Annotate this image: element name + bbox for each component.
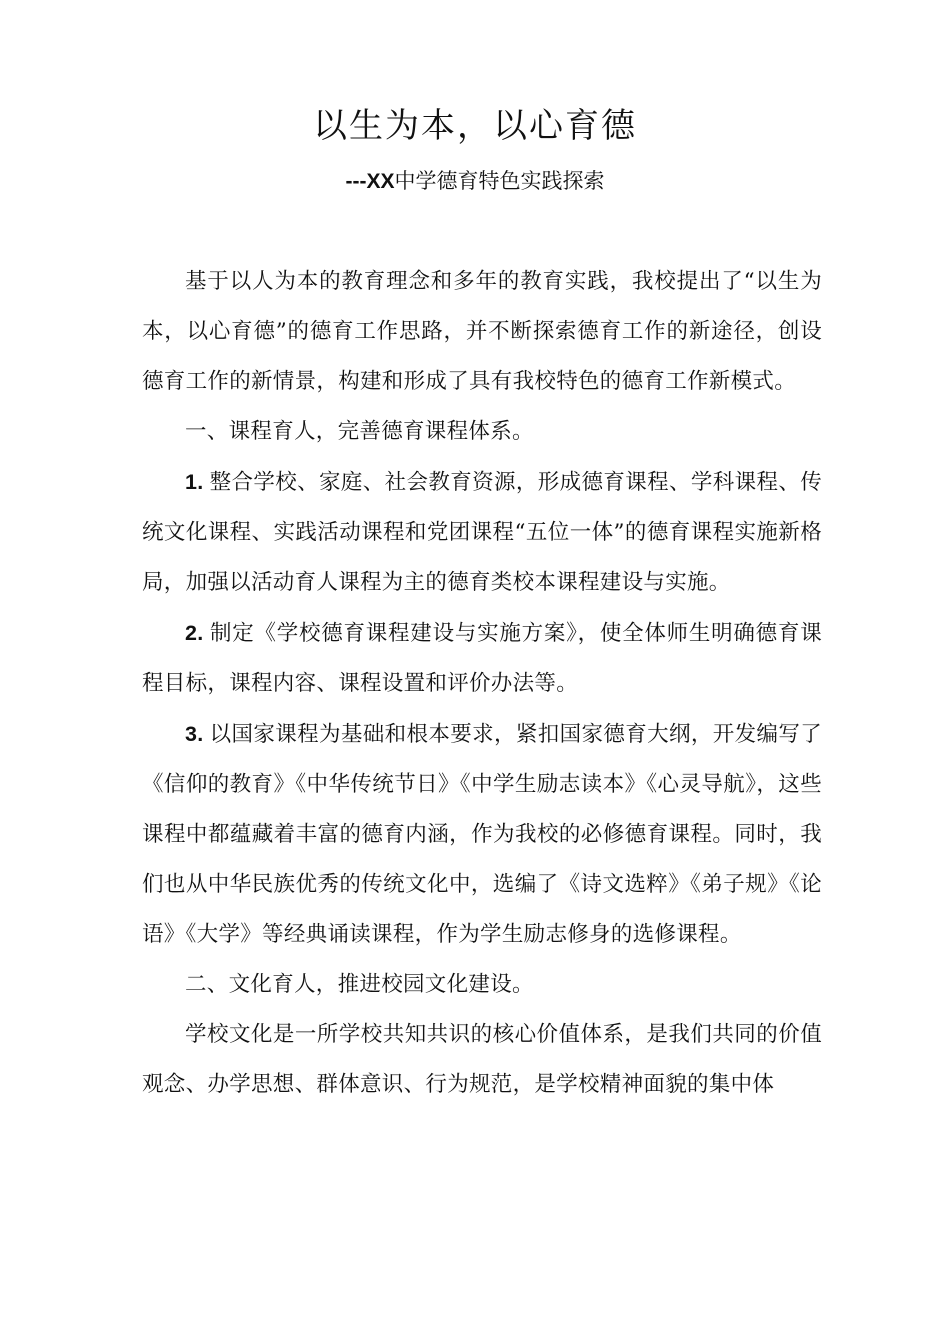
paragraph-intro (142, 257, 822, 407)
paragraph-text: 整合学校、家庭、社会教育资源，形成德育课程、学科课程、传统文化课程、实践活动课程和党团课程“五位一体”的德育课程实施新格局，加强以活动育人课程为主的德育类校本课程建设与实施。 (142, 470, 822, 595)
subtitle-text: 中学德育特色实践探索 (394, 169, 605, 193)
paragraph-text: 基于以人为本的教育理念和多年的教育实践，我校提出了“以生为本，以心育德”的德育工作思路，并不断探索德育工作的新途径，创设德育工作的新情景，构建和形成了具有我校特色的德育工作新模式。 (142, 269, 822, 394)
paragraph-text: 学校文化是一所学校共知共识的核心价值体系，是我们共同的价值观念、办学思想、群体意识、行为规范，是学校精神面貌的集中体 (142, 1022, 822, 1097)
section-heading-2 (142, 960, 822, 1010)
paragraph-text: 以国家课程为基础和根本要求，紧扣国家德育大纲，开发编写了《信仰的教育》《中华传统节日》《中学生励志读本》《心灵导航》，这些课程中都蕴藏着丰富的德育内涵，作为我校的必修德育课程。同时，我们也从中华民族优秀的传统文化中，选编了《诗文选粹》《弟子规》《论语》《大学》等经典诵读课程，作为学生励志修身的选修课程。 (142, 722, 822, 947)
paragraph-culture (142, 1010, 822, 1110)
document-subtitle (0, 164, 950, 199)
list-number: 1. (185, 470, 204, 494)
paragraph-text: 制定《学校德育课程建设与实施方案》，使全体师生明确德育课程目标，课程内容、课程设置和评价办法等。 (142, 621, 822, 696)
list-number: 3. (185, 722, 204, 746)
document-title: 以生为本，以心育德 (313, 106, 637, 146)
list-item-3 (142, 709, 822, 960)
list-item-1 (142, 457, 822, 608)
section-heading-1 (142, 407, 822, 457)
paragraph-text: 二、文化育人，推进校园文化建设。 (185, 972, 534, 997)
document-body (142, 257, 822, 1110)
list-number: 2. (185, 621, 204, 645)
subtitle-prefix: ---XX (345, 170, 395, 193)
paragraph-text: 一、课程育人，完善德育课程体系。 (185, 419, 534, 444)
list-item-2 (142, 608, 822, 709)
